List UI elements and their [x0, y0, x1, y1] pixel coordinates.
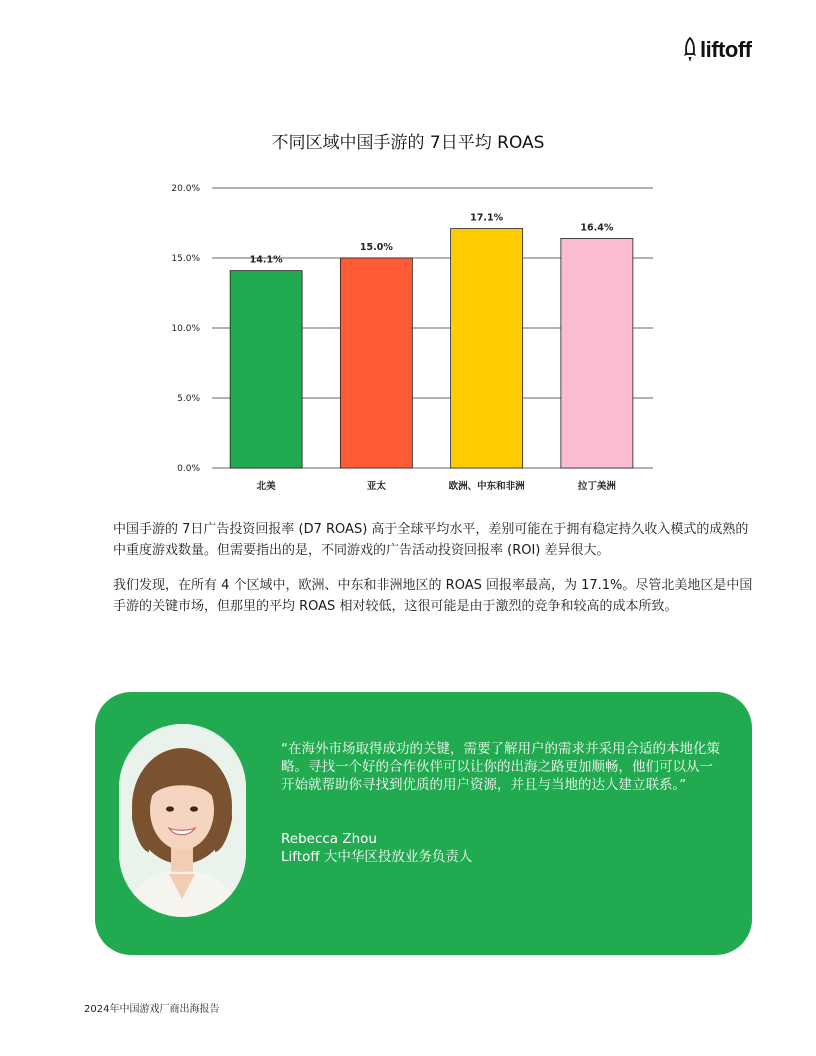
bar [230, 271, 302, 468]
bar-value-label: 16.4% [580, 222, 614, 234]
y-tick-label: 20.0% [171, 184, 200, 194]
rocket-icon [683, 37, 697, 63]
logo-text: liftoff [700, 37, 752, 62]
y-tick-label: 10.0% [171, 324, 200, 334]
portrait-illustration [119, 724, 246, 917]
bar [451, 229, 523, 468]
y-tick-label: 5.0% [177, 394, 200, 404]
body-paragraph-2: 我们发现，在所有 4 个区域中，欧洲、中东和非洲地区的 ROAS 回报率最高，为 17.1%。尽管北美地区是中国手游的关键市场，但那里的平均 ROAS 相对较低，这很可能是由于激烈的竞争和较高的成本所致。 [113, 578, 753, 614]
bar [561, 238, 633, 468]
quote-author-role: Liftoff 大中华区投放业务负责人 [281, 849, 473, 865]
quote-author-name: Rebecca Zhou [281, 831, 377, 847]
quote-text: “在海外市场取得成功的关键，需要了解用户的需求并采用合适的本地化策略。寻找一个好的合作伙伴可以让你的出海之路更加顺畅，他们可以从一开始就帮助你寻找到优质的用户资源，并且与当地的达人建立联系。” [281, 741, 720, 793]
bar-value-label: 15.0% [359, 242, 393, 253]
bar-value-label: 14.1% [249, 254, 283, 266]
chart-title: 不同区域中国手游的 7日平均 ROAS [271, 133, 545, 153]
x-tick-label: 北美 [256, 481, 276, 492]
y-tick-label: 0.0% [177, 464, 200, 474]
footer-report-title: 2024年中国游戏厂商出海报告 [84, 1004, 220, 1015]
bar [340, 258, 412, 468]
liftoff-logo [683, 36, 763, 64]
x-tick-label: 拉丁美洲 [577, 481, 616, 492]
roas-bar-chart [160, 175, 660, 500]
quote-card [95, 692, 752, 955]
bar-value-label: 17.1% [470, 212, 504, 224]
x-tick-label: 欧洲、中东和非洲 [448, 481, 525, 492]
x-tick-label: 亚太 [366, 481, 386, 492]
portrait-photo [119, 724, 246, 917]
y-tick-label: 15.0% [171, 254, 200, 264]
body-paragraph-1: 中国手游的 7日广告投资回报率 (D7 ROAS) 高于全球平均水平，差别可能在于拥有稳定持久收入模式的成熟的中重度游戏数量。但需要指出的是，不同游戏的广告活动投资回报率 (ROI) 差异很大。 [113, 522, 749, 558]
